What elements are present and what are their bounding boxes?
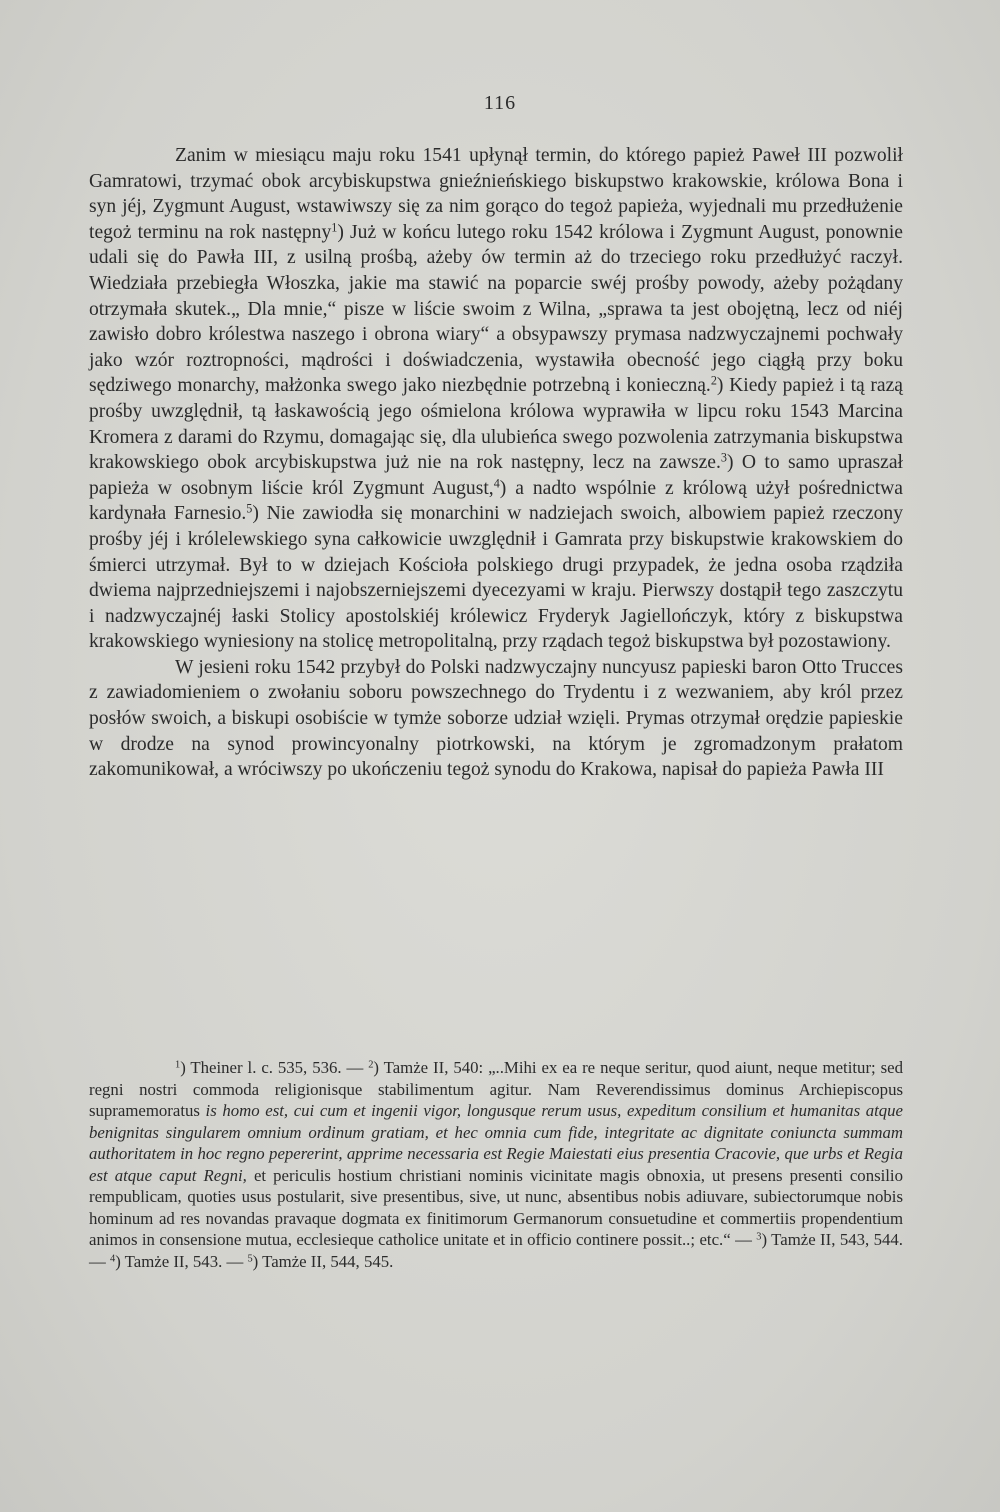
footnote-marker-5: 5 [247,1252,253,1264]
footnote-ref-3: 3 [720,450,727,465]
footnote-2-text: ) Tamże II, 540: „..Mihi ex ea re neque seritur, quod aiunt, neque metitur; sed regni nostri commoda religionisque stabilimentum agitur. Nam Reverendissimus dominus Archiepiscopus supramemoratus [89,1058,903,1120]
p1-text-a: Zanim w miesiącu maju roku 1541 upłynął termin, do którego papież Paweł III pozwolił Gamratowi, trzymać obok arcybiskupstwa gnieźnieńskiego biskupstwo krakowskie, królowa Bona i syn jéj, Zygmunt August, wstawiwszy się za nim gorąco do tegoż papieża, wyjednali mu przedłużenie tegoż terminu na rok następny [89,145,903,243]
footnote-2-text-cont: et periculis hostium christiani nominis vicinitate magis obnoxia, ut presens presenti consilio rempublicam, quoties usus postularit, sive presentibus, sive, ut nunc, absentibus nobis adiuvare, subiectorumque nobis hominum ad res novandas pravaque dogmata ex finitimorum Germanorum consuetudine et commertiis propendentium animos in consensione mutua, ecclesieque catholice unitate et in officio continere possit..; etc.“ — [89,1165,903,1249]
footnote-ref-5: 5 [246,501,253,516]
p1-text-d: ) O to samo upraszał papieża w osobnym liście król Zygmunt August, [89,452,903,499]
footnote-block [89,1057,903,1272]
footnote-2-italic: is homo est, cui cum et ingenii vigor, longusque rerum usus, expeditum consilium et humanitas atque benignitas singularem omnium ordinum gratiam, et hec omnia cum fide, integritate ac dignitate coniuncta summam authoritatem in hoc regno pepererint, apprime necessaria est Regie Maiestati eius presentia Cracovie, que urbs et Regia est atque caput Regni, [89,1101,903,1185]
footnote-ref-4: 4 [493,476,500,491]
footnote-3-text: ) Tamże II, 543, 544. — [89,1230,903,1271]
main-text [89,143,903,783]
footnote-4-text: ) Tamże II, 543. — [115,1251,248,1271]
p1-text-e: ) a nadto wspólnie z królową użył pośrednictwa kardynała Farnesio. [89,477,903,525]
p1-text-c: ) Kiedy papież i tą razą prośby uwzględnił, tą łaskawością jego ośmielona królowa wyprawiła w lipcu roku 1543 Marcina Kromera z darami do Rzymu, domagając się, dla ulubieńca swego pozwolenia zatrzymania biskupstwa krakowskiego obok arcybiskupstwa już nie na rok następny, lecz na zawsze. [89,375,903,474]
footnotes [89,1057,903,1272]
paragraph-1 [89,143,903,655]
footnote-marker-3: 3 [756,1231,762,1243]
footnote-5-text: ) Tamże II, 544, 545. [252,1251,394,1271]
p1-text-f: ) Nie zawiodła się monarchini w nadziejach swoich, albowiem papież rzeczony prośby jéj i królelewskiego syna całkowicie uwzględnił i Gamrata przy biskupstwie krakowskiem do śmierci utrzymał. Był to w dziejach Kościoła polskiego drugi przypadek, że jedna osoba rządziła dwiema najprzedniejszemi i najobszerniejszemi dyecezyami w kraju. Pierwszy dostąpił tego zaszczytu i nadzwyczajnéj łaski Stolicy apostolskiéj królewicz Fryderyk Jagiellończyk, który z biskupstwa krakowskiego wyniesiony na stolicę metropolitalną, przy rządach tegoż biskupstwa był pozostawiony. [89,503,903,653]
footnote-ref-1: 1 [331,220,338,235]
footnote-1-text: ) Theiner l. c. 535, 536. — [180,1058,369,1077]
page-number: 116 [483,92,517,114]
footnote-marker-1: 1 [175,1059,181,1071]
paragraph-2: W jesieni roku 1542 przybył do Polski nadzwyczajny nuncyusz papieski baron Otto Trucces z zawiadomieniem o zwołaniu soboru powszechnego do Trydentu i z wezwaniem, aby król przez posłów swoich, a biskupi osobiście w tymże soborze udział wzięli. Prymas otrzymał orędzie papieskie w drodze na synod prowincyonalny piotrkowski, na którym je zgromadzonym prałatom zakomunikował, a wróciwszy po ukończeniu tegoż synodu do Krakowa, napisał do papieża Pawła III [89,656,903,781]
p1-text-b: ) Już w końcu lutego roku 1542 królowa i Zygmunt August, ponownie udali się do Pawła III, z usilną prośbą, ażeby ów termin aż do trzeciego roku przedłużyć raczył. Wiedziała przebiegła Włoszka, jakie ma stawić na poparcie swéj prośby powody, ażeby pożądany otrzymała skutek.„ Dla mnie,“ pisze w liście swoim z Wilna, „sprawa ta jest obojętną, lecz od niéj zawisło dobro królestwa naszego i obrona wiary“ a obsypawszy prymasa nadzwyczajnemi pochwały jako wzór roztropności, mądrości i doświadczenia, wystawiła obecność jego ciągłą przy boku sędziwego monarchy, małżonka swego jako niezbędnie potrzebną i konieczną. [89,221,903,397]
footnote-marker-4: 4 [109,1252,116,1264]
footnote-ref-2: 2 [710,373,717,388]
footnote-marker-2: 2 [368,1059,374,1071]
